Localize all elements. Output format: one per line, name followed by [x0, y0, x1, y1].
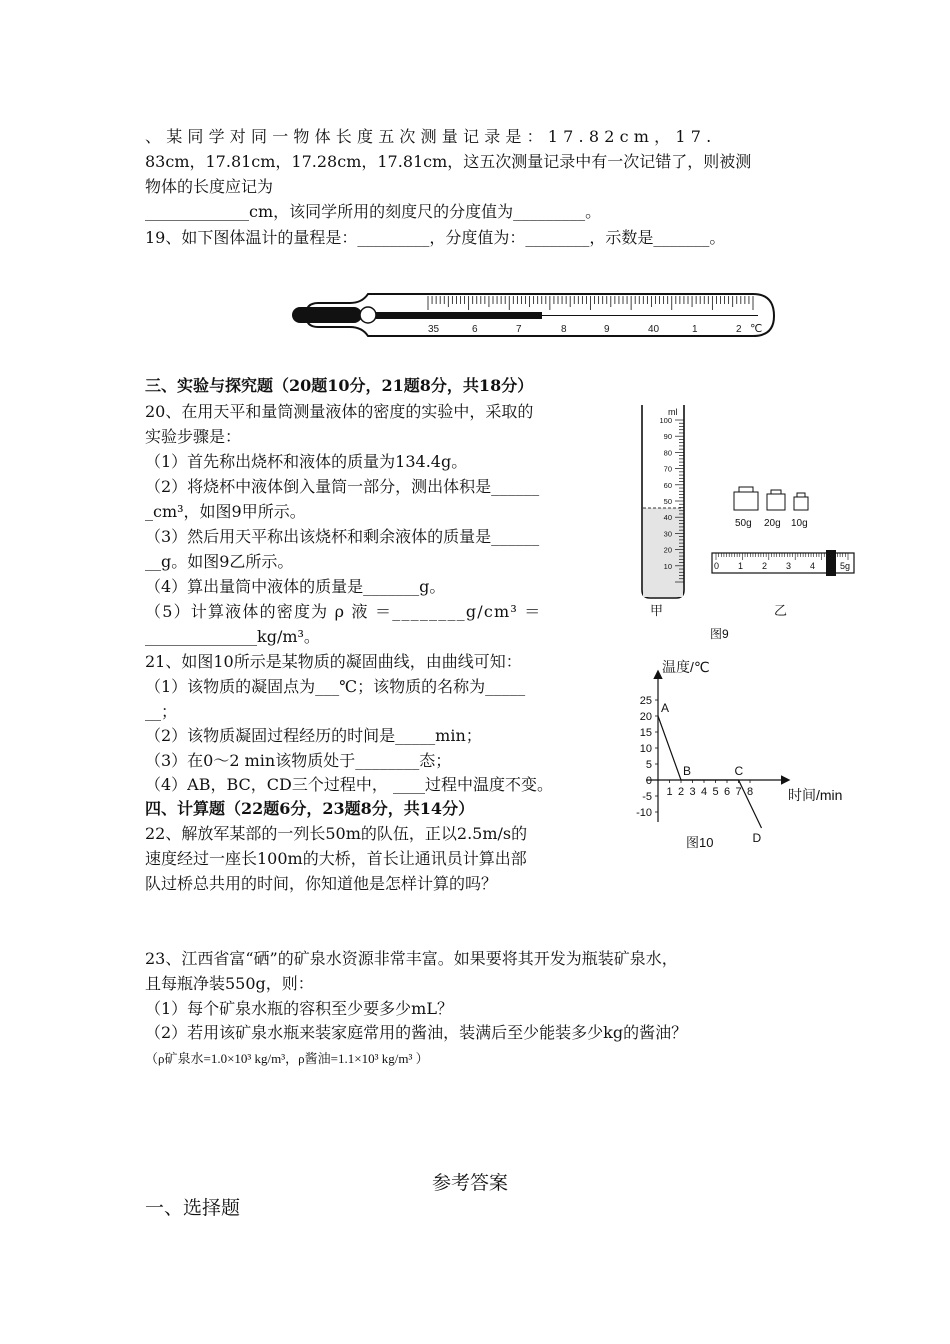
ruler-label-3: 3	[786, 561, 792, 571]
ruler-label-1: 1	[738, 561, 744, 571]
figure-9	[628, 400, 860, 645]
thermometer-scale-label: 7	[516, 324, 522, 335]
y-tick-label: 25	[639, 695, 652, 707]
q22-line2: 速度经过一座长100m的大桥，首长让通讯员计算出部	[145, 849, 527, 868]
q20-line3: （1）首先称出烧杯和液体的质量为134.4g。	[145, 452, 468, 471]
q21-line2: （1）该物质的凝固点为___℃；该物质的名称为_____	[145, 677, 526, 696]
cylinder-unit: ml	[668, 407, 678, 417]
thermometer-scale-label: 2	[736, 324, 742, 335]
y-tick-label: -10	[636, 807, 652, 819]
x-tick-label: 4	[700, 786, 708, 798]
cylinder-tick-label: 90	[663, 432, 672, 442]
thermometer-scale-label: 35	[428, 324, 440, 335]
label-yi: 乙	[774, 603, 788, 618]
weight-20g	[767, 490, 785, 510]
y-tick-label: 0	[645, 775, 652, 787]
q23-line4: （2）若用该矿泉水瓶来装家庭常用的酱油，装满后至少能装多少kg的酱油？	[145, 1023, 688, 1042]
x-tick-label: 5	[712, 786, 719, 798]
x-tick-label: 8	[746, 786, 754, 798]
cylinder-tick-label: 20	[663, 545, 672, 555]
q20-line7: __g。如图9乙所示。	[145, 552, 294, 571]
cylinder-tick-label: 50	[663, 497, 672, 506]
section3-title: 三、实验与探究题（20题10分，21题8分，共18分）	[145, 376, 534, 395]
weight-label-50g: 50g	[735, 518, 752, 529]
solidification-curve	[658, 716, 762, 828]
figure-9-caption: 图9	[710, 627, 729, 641]
thermometer-scale-label: 9	[604, 324, 610, 335]
cylinder-tick-label: 60	[663, 480, 672, 490]
point-label-d: D	[752, 831, 762, 845]
q23-constants: （ρ矿泉水=1.0×10³ kg/m³，ρ酱油=1.1×10³ kg/m³ ）	[145, 1051, 429, 1066]
q20-line4: （2）将烧杯中液体倒入量筒一部分，测出体积是______	[145, 477, 540, 496]
thermometer-constriction	[360, 307, 376, 323]
x-tick-label: 1	[666, 786, 673, 798]
q22-line3: 队过桥总共用的时间，你知道他是怎样计算的吗？	[145, 874, 498, 893]
answers-section1: 一、选择题	[145, 1197, 241, 1219]
q18-line2: 83cm，17.81cm，17.28cm，17.81cm，这五次测量记录中有一次记错了，则被测	[145, 152, 752, 171]
ruler-label-0: 0	[714, 561, 720, 571]
cylinder-tick-label: 30	[663, 529, 672, 539]
q21-line3: __；	[145, 702, 178, 721]
thermometer-bulb	[292, 307, 362, 323]
cylinder-tick-label: 10	[663, 561, 672, 571]
thermometer-scale-label: 8	[561, 324, 567, 335]
y-tick-labels	[636, 695, 658, 819]
y-tick-label: -5	[642, 791, 652, 803]
label-jia: 甲	[650, 603, 664, 618]
q20-line10: ______________kg/m³。	[145, 627, 320, 646]
y-axis-label: 温度/℃	[662, 659, 710, 675]
weight-50g	[734, 487, 758, 510]
point-label-b: B	[683, 764, 692, 778]
q20-line9: （5）计算液体的密度为 ρ 液 ＝________g/cm³ ＝	[145, 602, 542, 621]
q23-line2: 且每瓶净装550g，则：	[145, 974, 314, 993]
ruler-label-5g: 5g	[840, 561, 851, 571]
section4-title: 四、计算题（22题6分，23题8分，共14分）	[145, 799, 475, 818]
q20-line6: （3）然后用天平称出该烧杯和剩余液体的质量是______	[145, 527, 540, 546]
cylinder-tick-label: 40	[663, 513, 672, 523]
y-tick-label: 5	[645, 759, 652, 771]
thermometer-scale-label: 40	[648, 324, 660, 335]
point-label-c: C	[734, 764, 744, 778]
thermometer-scale-label: 1	[692, 324, 698, 335]
q19-text: 19、如下图体温计的量程是：_________，分度值为：________，示数是_______。	[145, 228, 726, 247]
cylinder-tick-label: 100	[659, 416, 672, 425]
q18-line4: _____________cm，该同学所用的刻度尺的分度值为_________。	[145, 202, 602, 221]
x-tick-label: 2	[677, 786, 685, 798]
ruler-label-4: 4	[810, 561, 816, 571]
q23-line3: （1）每个矿泉水瓶的容积至少要多少mL？	[145, 999, 453, 1018]
q23-line1: 23、江西省富“硒”的矿泉水资源非常丰富。如果要将其开发为瓶装矿泉水，	[145, 949, 678, 968]
thermometer-figure	[288, 288, 780, 340]
q20-line8: （4）算出量筒中液体的质量是_______g。	[145, 577, 446, 596]
rider	[826, 550, 836, 576]
x-tick-label: 6	[723, 786, 731, 798]
q20-line2: 实验步骤是：	[145, 427, 242, 446]
point-label-a: A	[661, 701, 670, 715]
y-tick-label: 10	[639, 743, 652, 755]
answers-title: 参考答案	[432, 1172, 509, 1194]
q20-line5: _cm³，如图9甲所示。	[145, 502, 306, 521]
figure-10-caption: 图10	[686, 835, 714, 850]
thermometer-unit: ℃	[750, 323, 763, 335]
y-tick-label: 20	[639, 711, 652, 723]
x-tick-label: 3	[689, 786, 696, 798]
cylinder-tick-label: 70	[663, 464, 672, 474]
x-tick-label: 7	[735, 786, 742, 798]
weight-label-10g: 10g	[791, 518, 808, 529]
x-axis-label: 时间/min	[788, 787, 843, 803]
thermometer-scale-label: 6	[472, 324, 478, 335]
q21-line6: （4）AB，BC，CD三个过程中， ____过程中温度不变。	[145, 775, 553, 794]
cylinder-tick-label: 80	[663, 448, 672, 458]
q18-line3: 物体的长度应记为	[145, 177, 274, 196]
y-tick-label: 15	[639, 727, 652, 739]
q22-line1: 22、解放军某部的一列长50m的队伍，正以2.5m/s的	[145, 824, 528, 843]
weight-label-20g: 20g	[764, 518, 781, 529]
weight-10g	[794, 493, 808, 510]
ruler-label-2: 2	[762, 561, 768, 571]
q20-line1: 20、在用天平和量筒测量液体的密度的实验中，采取的	[145, 402, 534, 421]
q21-line1: 21、如图10所示是某物质的凝固曲线，由曲线可知：	[145, 652, 522, 671]
q21-line5: （3）在0～2 min该物质处于________态；	[145, 751, 452, 770]
figure-10	[628, 652, 870, 857]
q18-line1: 、某同学对同一物体长度五次测量记录是：17.82cm，17.	[145, 127, 717, 146]
q21-line4: （2）该物质凝固过程经历的时间是_____min；	[145, 726, 482, 745]
curve-point-labels	[661, 701, 762, 845]
